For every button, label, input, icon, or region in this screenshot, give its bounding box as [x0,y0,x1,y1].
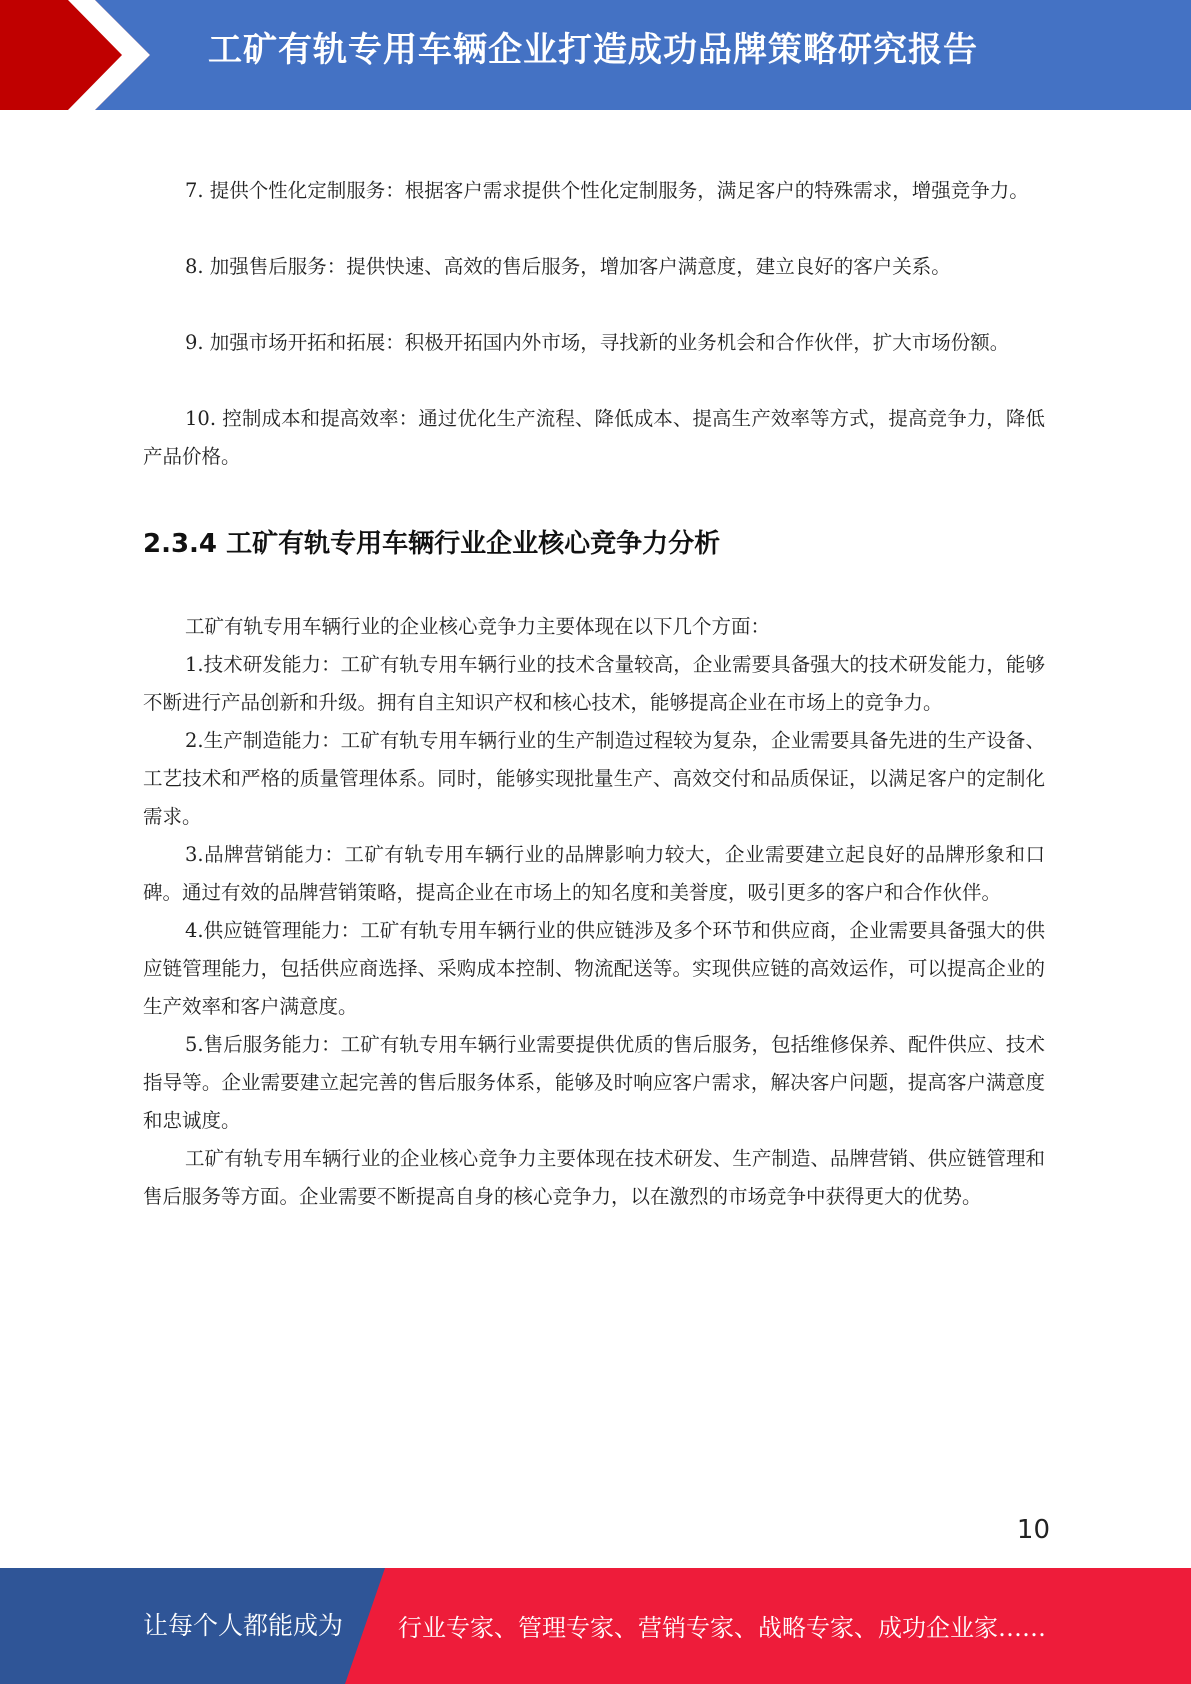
report-title: 工矿有轨专用车辆企业打造成功品牌策略研究报告 [208,30,978,70]
page-number: 10 [1016,1515,1050,1545]
paragraph: 3.品牌营销能力：工矿有轨专用车辆行业的品牌影响力较大，企业需要建立起良好的品牌形象和口碑。通过有效的品牌营销策略，提高企业在市场上的知名度和美誉度，吸引更多的客户和合作伙伴。 [143,843,1045,904]
section-heading: 2.3.4 工矿有轨专用车辆行业企业核心竞争力分析 [143,529,721,559]
paragraph: 工矿有轨专用车辆行业的企业核心竞争力主要体现在技术研发、生产制造、品牌营销、供应链管理和售后服务等方面。企业需要不断提高自身的核心竞争力，以在激烈的市场竞争中获得更大的优势。 [143,1147,1045,1208]
page-header [0,0,1191,110]
paragraph: 工矿有轨专用车辆行业的企业核心竞争力主要体现在以下几个方面： [185,615,771,638]
footer-slogan-left: 让每个人都能成为 [143,1611,344,1640]
list-item: 7. 提供个性化定制服务：根据客户需求提供个性化定制服务，满足客户的特殊需求，增强竞争力。 [185,179,1029,202]
paragraph: 1.技术研发能力：工矿有轨专用车辆行业的技术含量较高，企业需要具备强大的技术研发能力，能够不断进行产品创新和升级。拥有自主知识产权和核心技术，能够提高企业在市场上的竞争力。 [143,653,1045,714]
red-chevron-icon [0,0,160,110]
paragraph: 5.售后服务能力：工矿有轨专用车辆行业需要提供优质的售后服务，包括维修保养、配件供应、技术指导等。企业需要建立起完善的售后服务体系，能够及时响应客户需求，解决客户问题，提高客户满意度和忠诚度。 [143,1033,1045,1132]
list-item: 8. 加强售后服务：提供快速、高效的售后服务，增加客户满意度，建立良好的客户关系。 [185,255,951,278]
page-footer [0,1568,1191,1684]
footer-slogan-right: 行业专家、管理专家、营销专家、战略专家、成功企业家…… [398,1614,1046,1642]
document-body [143,172,1045,1216]
list-item: 10. 控制成本和提高效率：通过优化生产流程、降低成本、提高生产效率等方式，提高竞争力，降低产品价格。 [143,407,1045,468]
paragraph: 4.供应链管理能力：工矿有轨专用车辆行业的供应链涉及多个环节和供应商，企业需要具备强大的供应链管理能力，包括供应商选择、采购成本控制、物流配送等。实现供应链的高效运作，可以提高企业的生产效率和客户满意度。 [143,919,1045,1018]
list-item: 9. 加强市场开拓和拓展：积极开拓国内外市场，寻找新的业务机会和合作伙伴，扩大市场份额。 [185,331,1010,354]
paragraph: 2.生产制造能力：工矿有轨专用车辆行业的生产制造过程较为复杂，企业需要具备先进的生产设备、工艺技术和严格的质量管理体系。同时，能够实现批量生产、高效交付和品质保证，以满足客户的定制化需求。 [143,729,1045,828]
